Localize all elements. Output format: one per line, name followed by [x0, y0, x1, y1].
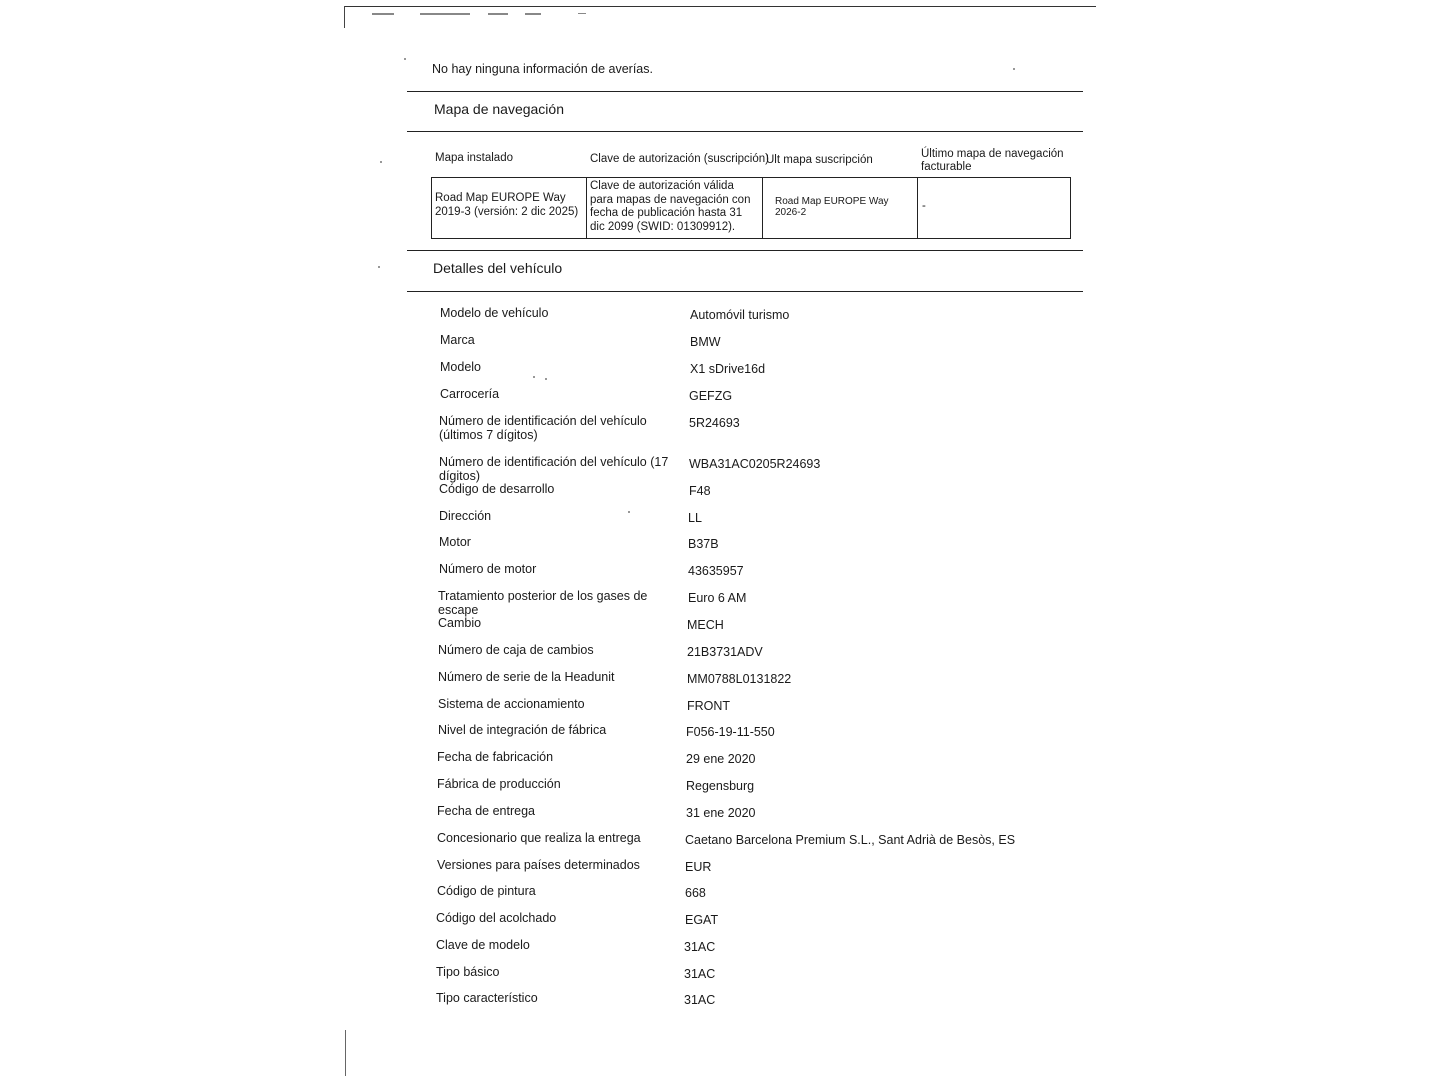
vehicle-detail-label: Número de motor	[439, 562, 537, 576]
vehicle-detail-row	[0, 965, 1440, 985]
scan-mark	[372, 13, 394, 15]
divider	[407, 250, 1083, 251]
nav-header-last-billable-map: Último mapa de navegación facturable	[921, 148, 1064, 173]
vehicle-detail-row	[0, 589, 1440, 617]
vehicle-detail-value: 31AC	[684, 940, 716, 954]
vehicle-detail-label: Concesionario que realiza la entrega	[437, 831, 641, 845]
vehicle-detail-value: GEFZG	[689, 389, 733, 403]
vehicle-detail-label: Número de identificación del vehículo (últimos 7 dígitos)	[439, 414, 647, 442]
vehicle-detail-value: 31AC	[684, 993, 716, 1007]
nav-cell-installed-map: Road Map EUROPE Way 2019-3 (versión: 2 dic 2025)	[432, 178, 587, 238]
vehicle-detail-row	[0, 884, 1440, 904]
vehicle-detail-label: Clave de modelo	[436, 938, 530, 952]
vehicle-detail-label: Dirección	[439, 509, 492, 523]
vehicle-detail-label: Versiones para países determinados	[437, 858, 640, 872]
nav-header-last-subscription-map: Ult mapa suscripción	[766, 154, 873, 166]
vehicle-detail-value: 43635957	[688, 564, 744, 578]
vehicle-detail-row	[0, 670, 1440, 690]
divider	[407, 91, 1083, 92]
vehicle-detail-value: X1 sDrive16d	[690, 362, 766, 376]
vehicle-detail-row	[0, 414, 1440, 442]
vehicle-detail-row	[0, 643, 1440, 663]
vehicle-detail-value: 31 ene 2020	[686, 806, 756, 820]
vehicle-detail-value: Euro 6 AM	[688, 591, 747, 605]
vehicle-detail-row	[0, 333, 1440, 353]
vehicle-detail-row	[0, 562, 1440, 582]
vehicle-detail-value: Regensburg	[686, 779, 755, 793]
vehicle-detail-row	[0, 360, 1440, 380]
vehicle-detail-value: 5R24693	[689, 416, 740, 430]
vehicle-section-title: Detalles del vehículo	[433, 260, 563, 276]
vehicle-detail-label: Carrocería	[440, 387, 500, 401]
vehicle-detail-row	[0, 804, 1440, 824]
vehicle-detail-label: Código del acolchado	[436, 911, 557, 925]
nav-header-authorization-key: Clave de autorización (suscripción)	[590, 153, 769, 165]
vehicle-detail-row	[0, 387, 1440, 407]
vehicle-detail-label: Nivel de integración de fábrica	[438, 723, 607, 737]
vehicle-detail-row	[0, 858, 1440, 878]
vehicle-detail-label: Número de serie de la Headunit	[438, 670, 615, 684]
vehicle-detail-value: Automóvil turismo	[690, 308, 790, 322]
vehicle-detail-row	[0, 723, 1440, 743]
nav-cell-last-billable-map: -	[922, 200, 926, 212]
vehicle-detail-label: Cambio	[438, 616, 482, 630]
nav-header-installed-map: Mapa instalado	[435, 152, 513, 164]
vehicle-detail-row	[0, 616, 1440, 636]
scan-mark	[578, 13, 586, 14]
vehicle-detail-label: Tipo básico	[436, 965, 500, 979]
page-edge-left-top	[344, 6, 345, 28]
navigation-map-table	[431, 177, 1071, 239]
vehicle-detail-label: Código de pintura	[437, 884, 536, 898]
vehicle-detail-label: Sistema de accionamiento	[438, 697, 585, 711]
vehicle-detail-row	[0, 750, 1440, 770]
vehicle-detail-label: Fecha de entrega	[437, 804, 535, 818]
divider	[407, 131, 1083, 132]
vehicle-detail-row	[0, 831, 1440, 851]
vehicle-detail-row	[0, 482, 1440, 502]
vehicle-detail-row	[0, 455, 1440, 483]
vehicle-detail-row	[0, 697, 1440, 717]
vehicle-detail-value: MM0788L0131822	[687, 672, 792, 686]
nav-cell-authorization-key: Clave de autorización válida para mapas de navegación con fecha de publicación hasta 31 dic 2099 (SWID: 01309912).	[587, 178, 763, 238]
navigation-section-title: Mapa de navegación	[434, 101, 564, 117]
vehicle-detail-label: Modelo	[440, 360, 481, 374]
vehicle-detail-value: Caetano Barcelona Premium S.L., Sant Adrià de Besòs, ES	[685, 833, 1016, 847]
fault-info-notice: No hay ninguna información de averías.	[432, 62, 653, 76]
vehicle-detail-row	[0, 911, 1440, 931]
vehicle-detail-value: EUR	[685, 860, 712, 874]
vehicle-detail-value: WBA31AC0205R24693	[689, 457, 821, 471]
scan-mark	[488, 13, 508, 15]
scan-speck	[378, 266, 380, 268]
vehicle-detail-label: Número de identificación del vehículo (17 dígitos)	[439, 455, 669, 483]
vehicle-detail-value: 31AC	[684, 967, 716, 981]
scan-speck	[404, 58, 406, 60]
vehicle-detail-row	[0, 535, 1440, 555]
vehicle-detail-label: Código de desarrollo	[439, 482, 555, 496]
vehicle-detail-label: Motor	[439, 535, 471, 549]
vehicle-detail-value: 668	[685, 886, 706, 900]
scan-mark	[420, 13, 470, 15]
vehicle-detail-value: MECH	[687, 618, 724, 632]
vehicle-detail-row	[0, 991, 1440, 1011]
nav-cell-last-subscription-map: Road Map EUROPE Way 2026-2	[763, 178, 918, 238]
vehicle-detail-label: Fecha de fabricación	[437, 750, 554, 764]
vehicle-detail-label: Modelo de vehículo	[440, 306, 549, 320]
vehicle-detail-value: F056-19-11-550	[686, 725, 775, 739]
vehicle-detail-label: Número de caja de cambios	[438, 643, 594, 657]
vehicle-detail-label: Tratamiento posterior de los gases de escape	[438, 589, 648, 617]
scan-mark	[525, 13, 541, 15]
scan-speck	[380, 161, 382, 163]
scan-speck	[1013, 68, 1015, 70]
vehicle-detail-label: Marca	[440, 333, 475, 347]
vehicle-detail-row	[0, 306, 1440, 326]
vehicle-detail-label: Fábrica de producción	[437, 777, 561, 791]
page-edge-left-bottom	[345, 1030, 346, 1076]
page-edge-top	[344, 6, 1096, 7]
vehicle-detail-value: B37B	[688, 537, 719, 551]
divider	[407, 291, 1083, 292]
vehicle-detail-value: 29 ene 2020	[686, 752, 756, 766]
vehicle-detail-value: EGAT	[685, 913, 719, 927]
vehicle-detail-row	[0, 938, 1440, 958]
vehicle-detail-value: FRONT	[687, 699, 731, 713]
vehicle-detail-value: 21B3731ADV	[687, 645, 763, 659]
vehicle-detail-row	[0, 509, 1440, 529]
vehicle-detail-row	[0, 777, 1440, 797]
vehicle-detail-value: BMW	[690, 335, 721, 349]
vehicle-detail-value: F48	[689, 484, 711, 498]
vehicle-detail-label: Tipo característico	[436, 991, 538, 1005]
vehicle-detail-value: LL	[688, 511, 702, 525]
